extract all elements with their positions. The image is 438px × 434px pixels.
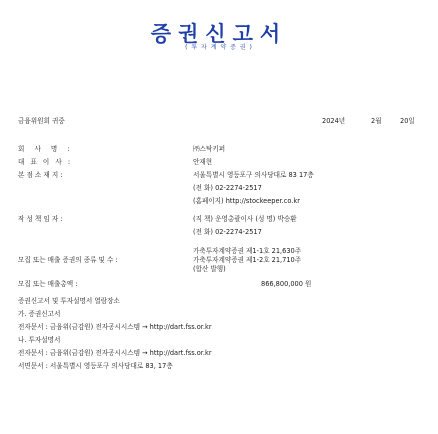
hq-homepage: (홈페이지) http://stockeeper.co.kr: [193, 197, 300, 205]
ceo-name: 안재현: [193, 158, 213, 166]
places-a-title: 가. 증권신고서: [18, 310, 61, 318]
writer-label: 작 성 책 임 자 :: [18, 215, 63, 223]
places-b-line-2: 서면문서 : 서울특별시 영등포구 의사당대로 83, 17층: [18, 362, 173, 370]
places-b-title: 나. 투자설명서: [18, 336, 61, 344]
offering-line-2: 가축투자계약증권 제1-2호 21,710주: [193, 256, 302, 264]
offering-label: 모집 또는 매출 증권의 종류 및 수 :: [18, 256, 118, 264]
amount-label: 모집 또는 매출총액 :: [18, 280, 78, 288]
date-year: 2024년: [322, 117, 346, 125]
document-title: 증권신고서: [150, 22, 288, 46]
hq-address: 서울특별시 영등포구 의사당대로 83 17층: [193, 171, 314, 179]
date-month: 2월: [371, 117, 382, 125]
hq-label: 본 점 소 재 지 :: [18, 171, 63, 179]
hq-phone: (전 화) 02-2274-2517: [193, 184, 262, 192]
writer-phone: (전 화) 02-2274-2517: [193, 228, 262, 236]
addressee: 금융위원회 귀중: [18, 117, 65, 125]
ceo-label: 대 표 이 사 :: [18, 158, 73, 166]
company-name: ㈜스탁키퍼: [193, 145, 226, 153]
date-day: 20일: [400, 117, 415, 125]
offering-note: (합산 발행): [193, 265, 226, 273]
places-heading: 증권신고서 및 투자설명서 열람장소: [18, 297, 120, 305]
company-name-label: 회 사 명 :: [18, 145, 74, 153]
writer-title-name: (직 책) 운영총괄이사 (성 명) 박승환: [193, 215, 297, 223]
places-a-line: 전자문서 : 금융위(금감원) 전자공시시스템 → http://dart.fss.or.kr: [18, 323, 212, 331]
places-b-line-1: 전자문서 : 금융위(금감원) 전자공시시스템 → http://dart.fss.or.kr: [18, 349, 212, 357]
amount-value: 866,800,000 원: [261, 280, 312, 288]
document-subtitle: ( 투 자 계 약 증 권 ): [185, 44, 253, 51]
offering-line-1: 가축투자계약증권 제1-1호 21,630주: [193, 247, 302, 255]
